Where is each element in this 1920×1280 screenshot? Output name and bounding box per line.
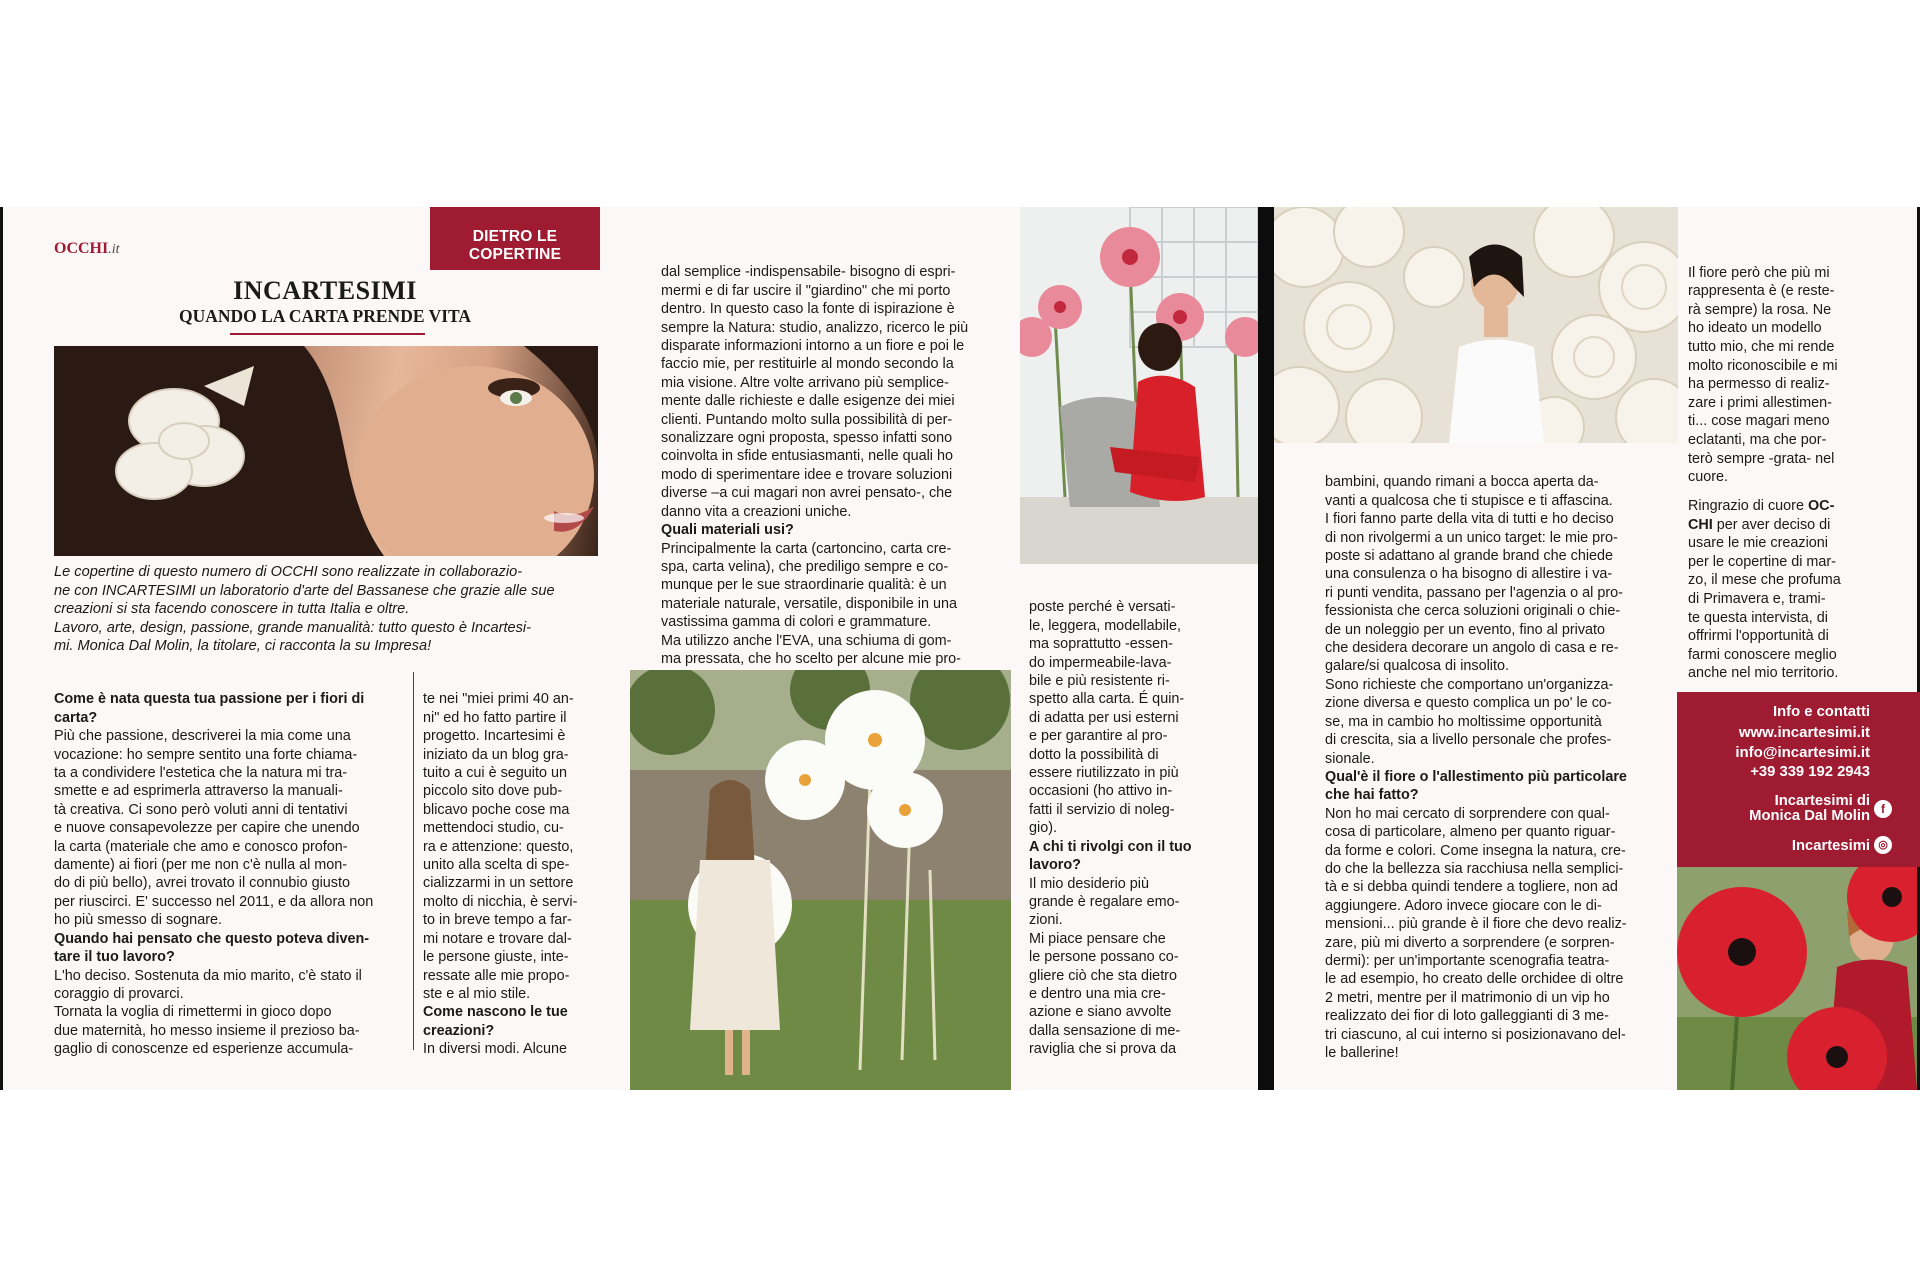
red-dress-photo: [1020, 207, 1258, 564]
subtitle-underline: [230, 333, 425, 335]
contacts-heading: Info e contatti: [1773, 704, 1870, 720]
text-column-5: [1325, 455, 1669, 1081]
poppies-illustration: [1677, 867, 1917, 1090]
question-heading: A chi ti rivolgi con il tuo lavoro?: [1029, 838, 1192, 874]
answer-text: bambini, quando rimani a bocca aperta da- vanti a qualcosa che ti stupisce e ti affascina. I fiori fanno parte della vita di tutti e ho deciso di non rivolgermi a un unico target: le mie pro- poste si adattano al grande brand che chiede una consulenza o ha bisogno di allestire i va- ri punti vendita, passano per l'agenzia o al pro- fessionista che cerca soluzioni originali o chie- de un noleggio per un evento, fino al privato che desidera decorare un angolo di casa e re- galare/si qualcosa di insolito. Sono richieste che comportano un'organizza- zione diversa e questo complica un po' le co- se, ma in cambio ho moltissime opportunità di crescita, sia a livello personale che profes- sionale.: [1325, 474, 1623, 767]
question-heading: Quali materiali usi?: [661, 522, 794, 539]
poppies-photo: [1677, 867, 1917, 1090]
red-dress-illustration: [1020, 207, 1258, 564]
section-banner: DIETRO LE COPERTINE: [430, 207, 600, 270]
portrait-illustration: [54, 346, 598, 556]
instagram-icon[interactable]: ◎: [1874, 836, 1892, 854]
text-column-4: [1029, 580, 1207, 1077]
answer-text: In diversi modi. Alcune: [423, 1041, 567, 1058]
answer-text: poste perché è versati- le, leggera, modellabile, ma soprattutto -essen- do impermeabile-lava- bile e più resistente ri- spetto alla carta. É quin- di adatta per usi esterni e per garantire al pro- dotto la possibilità di essere riutilizzato in più occasioni (ho attivo in- fatti il servizio di noleg- gio).: [1029, 599, 1185, 837]
magazine-logo: OCCHI.it: [54, 240, 120, 257]
bride-photo: [1274, 207, 1678, 443]
garden-photo: [630, 670, 1011, 1090]
answer-text: Principalmente la carta (cartoncino, carta cre- spa, carta velina), che prediligo sempre e co- munque per le sue straordinarie qualità: è un materiale naturale, versatile, disponibile in una vastissima gamma di colori e grammature. Ma utilizzo anche l'EVA, una schiuma di gom- ma pressata, che ho scelto per alcune mie pro-: [661, 540, 961, 667]
answer-text: Non ho mai cercato di sorprendere con qual- cosa di particolare, almeno per quanto riguar- da forme e colori. Come insegna la natura, cre- do che la bellezza sia racchiusa nella semplici- tà e si debba quindi tendere a togliere, non ad aggiungere. Adoro invece giocare con le di- mensioni... più grande è il fiore che devo realiz- zare, più mi diverto a sorprendere (e sorpren- dermi): per un'importante scenografia teatra- le ad esempio, ho creato delle orchidee di oltre 2 metri, mentre per il matrimonio di un vip ho realizzato dei fior di loto galleggianti di 3 me- tri ciascuno, al cui interno si posizionavano del- le ballerine!: [1325, 805, 1627, 1061]
garden-illustration: [630, 670, 1011, 1090]
instagram-link[interactable]: Incartesimi: [1791, 838, 1870, 854]
page-spine: [1258, 207, 1274, 1090]
answer-text: Il mio desiderio più grande è regalare emo- zioni. Mi piace pensare che le persone possano co- gliere ciò che sta dietro e dentro una mia cre- azione e siano avvolte dalla sensazione di me- raviglia che si prova da: [1029, 875, 1181, 1058]
column-divider: [413, 672, 414, 1050]
text-column-2: [423, 672, 599, 1077]
question-heading: Come nascono le tue creazioni?: [423, 1004, 568, 1039]
answer-text: te nei "miei primi 40 an- ni" ed ho fatto partire il progetto. Incartesimi è iniziato da un blog gra- tuito a cui è seguito un piccolo sito dove pub- blicavo poche cose ma mettendoci studio, cu- ra e attenzione: questo, unito alla scelta di spe- cializzarmi in un settore molto di nicchia, è servi- to in breve tempo a far- mi notare e trovare dal- le persone giuste, inte- ressate alle mie propo- ste e al mio stile.: [423, 691, 578, 1002]
article-subtitle: QUANDO LA CARTA PRENDE VITA: [178, 306, 472, 326]
question-heading: Qual'è il fiore o l'allestimento più particolare che hai fatto?: [1325, 768, 1627, 804]
contacts-phone[interactable]: +39 339 192 2943: [1750, 764, 1870, 780]
portrait-photo: [54, 346, 598, 556]
text-column-1: [54, 672, 404, 1077]
contacts-box: [1677, 692, 1920, 867]
article-title: INCARTESIMI: [233, 276, 417, 305]
answer-text: Più che passione, descriverei la mia come una vocazione: ho sempre sentito una forte chiama- ta a condividere l'estetica che la natura mi tra- smette e ad esprimerla attraverso la manuali- tà creativa. Ci sono però voluti anni di tentativi e nuove consapevolezze per capire che unendo la carta (materiale che amo e conosco profon- damente) ai fiori (per me non c'è nulla al mon- do di più bello), avrei trovato il connubio giusto per riuscirci. E' successo nel 2011, e da allora non ho più smesso di sognare.: [54, 728, 374, 929]
text-column-6: [1688, 245, 1866, 505]
contacts-email[interactable]: info@incartesimi.it: [1735, 744, 1870, 761]
text-column-3: [661, 245, 1011, 687]
answer-text: dal semplice -indispensabile- bisogno di espri- mermi e di far uscire il "giardino" che mi porto dentro. In questo caso la fonte di ispirazione è sempre la Natura: studio, analizzo, ricerco le più disparate informazioni intorno a un fiore e poi le faccio mie, per restituirle al mondo secondo la mia visione. Altre volte arrivano più semplice- mente dalle richieste e dalle esigenze dei miei clienti. Puntando molto sulla possibilità di per- sonalizzare ogni proposta, spesso infatti sono coinvolta in sfide entusiasmanti, nelle quali ho modo di sperimentare idee e trovare soluzioni diverse –a cui magari non avrei pensato-, che danno vita a creazioni uniche.: [661, 264, 969, 520]
thanks-paragraph: Ringrazio di cuore OC- CHI per aver deciso di usare le mie creazioni per le copertine di mar- zo, il mese che profuma di Primavera e, trami- te questa intervista, di offrirmi l'opportunità di farmi conoscere meglio anche nel mio territorio.: [1688, 498, 1841, 682]
facebook-link[interactable]: Incartesimi di Monica Dal Molin: [1749, 793, 1870, 824]
article-intro: Le copertine di questo numero di OCCHI sono realizzate in collaborazio- ne con INCARTESIMI un laboratorio d'arte del Bassanese che grazie alle sue creazioni si sta facendo conoscere in tutta Italia e oltre. Lavoro, arte, design, passione, grande manualità: tutto questo è Incartesi- mi. Monica Dal Molin, la titolare, ci racconta la su Impresa!: [54, 564, 555, 655]
closing-paragraph: Il fiore però che più mi rappresenta è (e reste- rà sempre) la rosa. Ne ho ideato un modello tutto mio, che mi rende molto riconoscibile e mi ha permesso di realiz- zare i primi allestimen- ti... cose magari meno eclatanti, ma che por- terò sempre -grata- nel cuore.: [1688, 264, 1838, 486]
question-heading: Quando hai pensato che questo poteva diven- tare il tuo lavoro?: [54, 930, 370, 966]
question-heading: Come è nata questa tua passione per i fiori di carta?: [54, 691, 365, 726]
facebook-icon[interactable]: f: [1874, 800, 1892, 818]
contacts-website[interactable]: www.incartesimi.it: [1738, 724, 1870, 741]
answer-text: L'ho deciso. Sostenuta da mio marito, c'è stato il coraggio di provarci. Tornata la voglia di rimettermi in gioco dopo due maternità, ho messo insieme il prezioso ba- gaglio di conoscenze ed esperienze accumula-: [54, 967, 362, 1058]
bride-illustration: [1274, 207, 1678, 443]
page-edge-left: [0, 207, 3, 1090]
